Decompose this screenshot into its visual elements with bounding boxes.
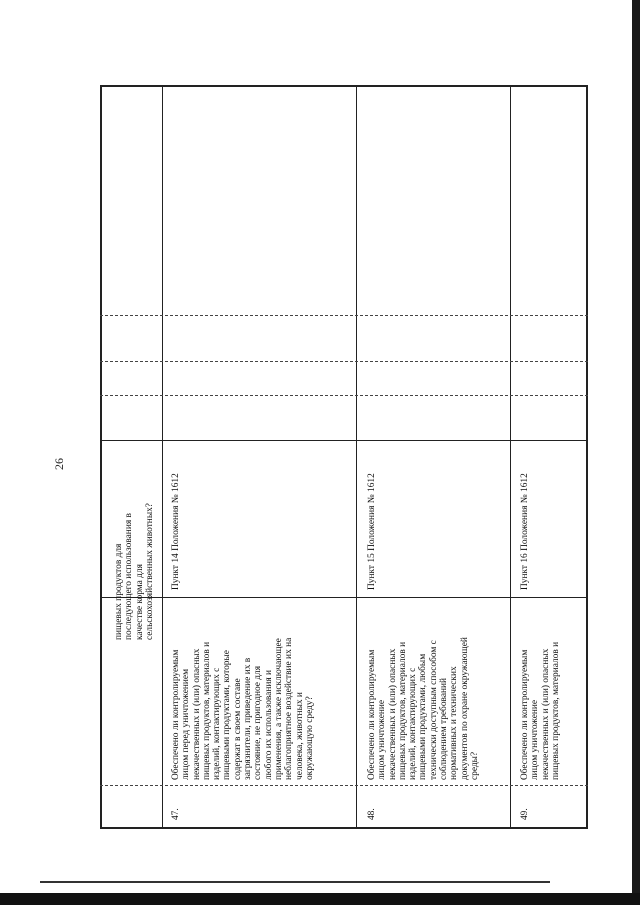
question-text: Обеспечено ли контролируемым лицом уничтожение некачественных и (или) опасных пищевых продуктов, материалов и изделий, контактирующих с пищевыми продуктами, любым технически доступным способом с соблюдением требований нормативных и технических документов по охране окружающей среды? <box>367 637 480 780</box>
item-number: 47. <box>171 808 181 820</box>
legal-reference: Пункт 16 Положения № 1612 <box>520 473 530 590</box>
legal-reference: Пункт 14 Положения № 1612 <box>171 473 181 590</box>
scan-edge-right <box>632 0 640 905</box>
checklist-table <box>100 85 588 829</box>
column-separator <box>100 597 588 598</box>
table-border-top <box>100 85 588 87</box>
question-text: Обеспечено ли контролируемым лицом уничтожение некачественных и (или) опасных пищевых продуктов, материалов и <box>520 641 561 780</box>
table-border-bottom <box>100 827 588 829</box>
scan-edge-bottom <box>0 893 640 905</box>
table-border-left <box>100 85 102 829</box>
column-separator <box>100 361 588 362</box>
page-number: 26 <box>52 458 66 470</box>
row-separator <box>356 85 357 829</box>
question-text: Обеспечено ли контролируемым лицом перед уничтожением некачественных и (или) опасных пищевых продуктов, материалов и изделий, контактирующих с пищевыми продуктами, которые содержат в своем составе загрязнители, приведение их в состояние, не пригодное для любого их использования и применения, а также исключающее неблагоприятное воздействие их на человека, животных и окружающую среду? <box>171 637 315 780</box>
row-separator <box>162 85 163 829</box>
row-separator <box>510 85 511 829</box>
item-number: 48. <box>367 808 377 820</box>
question-text: пищевых продуктов для последующего использования в качестве корма для сельскохозяйственных животных? <box>114 503 155 640</box>
table-border-right <box>586 85 588 829</box>
column-separator <box>100 315 588 316</box>
footer-rule <box>40 881 550 883</box>
legal-reference: Пункт 15 Положения № 1612 <box>367 473 377 590</box>
item-number: 49. <box>520 808 530 820</box>
column-separator <box>100 395 588 396</box>
